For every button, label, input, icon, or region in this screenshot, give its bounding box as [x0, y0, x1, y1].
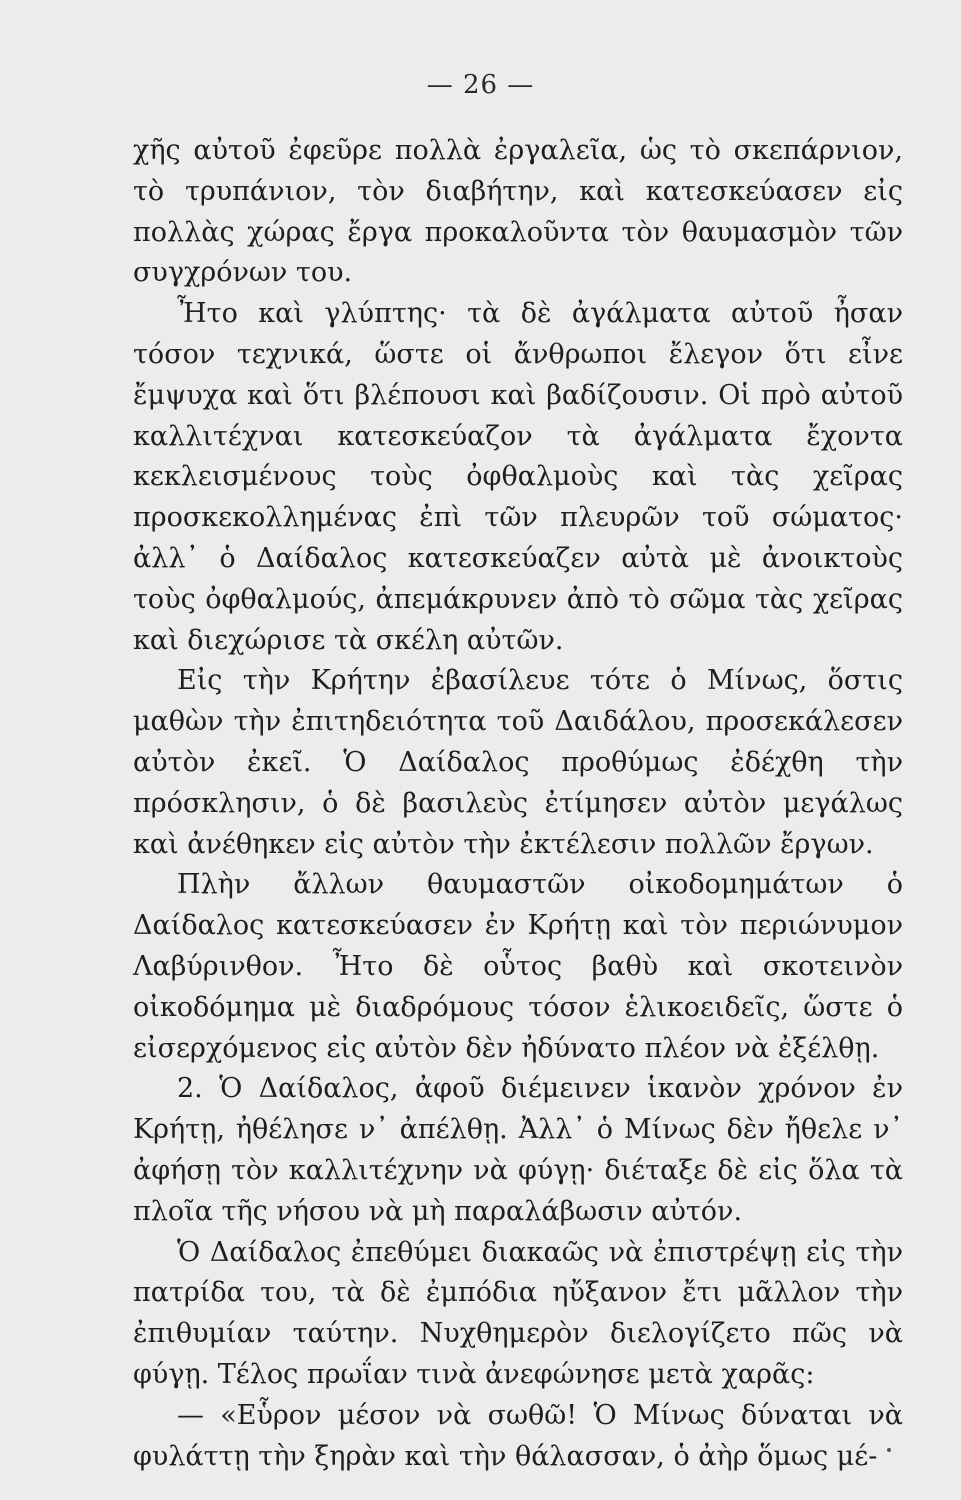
- body-text: [133, 131, 903, 1477]
- paragraph-minos-invitation: Εἰς τὴν Κρήτην ἐβασίλευε τότε ὁ Μίνως, ὅστις μαθὼν τὴν ἐπιτηδειότητα τοῦ Δαιδάλου, προσεκάλεσεν αὐτὸν ἐκεῖ. Ὁ Δαίδαλος προθύμως ἐδέχθη τὴν πρόσκλησιν, ὁ δὲ βασιλεὺς ἐτίμησεν αὐτὸν μεγάλως καὶ ἀνέθηκεν εἰς αὐτὸν τὴν ἐκτέλεσιν πολλῶν ἔργων.: [133, 665, 903, 860]
- paragraph-section-2: 2. Ὁ Δαίδαλος, ἀφοῦ διέμεινεν ἱκανὸν χρόνον ἐν Κρήτῃ, ἠθέλησε ν᾽ ἀπέλθῃ. Ἀλλ᾽ ὁ Μίνως δὲν ἤθελε ν᾽ ἀφήσῃ τὸν καλλιτέχνην νὰ φύγῃ· διέταξε δὲ εἰς ὅλα τὰ πλοῖα τῆς νήσου νὰ μὴ παραλάβωσιν αὐτόν.: [133, 1073, 903, 1227]
- paragraph-continuation: χῆς αὐτοῦ ἐφεῦρε πολλὰ ἐργαλεῖα, ὡς τὸ σκεπάρνιον, τὸ τρυπάνιον, τὸν διαβήτην, καὶ κατεσκεύασεν εἰς πολλὰς χώρας ἔργα προκαλοῦντα τὸν θαυμασμὸν τῶν συγχρόνων του.: [133, 135, 903, 289]
- paragraph-sculptor: Ἦτο καὶ γλύπτης· τὰ δὲ ἀγάλματα αὐτοῦ ἦσαν τόσον τεχνικά, ὥστε οἱ ἄνθρωποι ἔλεγον ὅτι εἶνε ἔμψυχα καὶ ὅτι βλέπουσι καὶ βαδίζουσιν. Οἱ πρὸ αὐτοῦ καλλιτέχναι κατεσκεύαζον τὰ ἀγάλματα ἔχοντα κεκλεισμένους τοὺς ὀφθαλμοὺς καὶ τὰς χεῖρας προσκεκολλημένας ἐπὶ τῶν πλευρῶν τοῦ σώματος· ἀλλ᾽ ὁ Δαίδαλος κατεσκεύαζεν αὐτὰ μὲ ἀνοικτοὺς τοὺς ὀφθαλμούς, ἀπεμάκρυνεν ἀπὸ τὸ σῶμα τὰς χεῖρας καὶ διεχώρισε τὰ σκέλη αὐτῶν.: [133, 298, 903, 656]
- ink-speck: [887, 1448, 891, 1452]
- paragraph-desire-to-return: Ὁ Δαίδαλος ἐπεθύμει διακαῶς νὰ ἐπιστρέψῃ εἰς τὴν πατρίδα του, τὰ δὲ ἐμπόδια ηὔξανον ἔτι μᾶλλον τὴν ἐπιθυμίαν ταύτην. Νυχθημερὸν διελογίζετο πῶς νὰ φύγῃ. Τέλος πρωΐαν τινὰ ἀνεφώνησε μετὰ χαρᾶς:: [133, 1236, 903, 1390]
- paragraph-labyrinth: Πλὴν ἄλλων θαυμαστῶν οἰκοδομημάτων ὁ Δαίδαλος κατεσκεύασεν ἐν Κρήτῃ καὶ τὸν περιώνυμον Λαβύρινθον. Ἦτο δὲ οὗτος βαθὺ καὶ σκοτεινὸν οἰκοδόμημα μὲ διαδρόμους τόσον ἑλικοειδεῖς, ὥστε ὁ εἰσερχόμενος εἰς αὐτὸν δὲν ἠδύνατο πλέον νὰ ἐξέλθῃ.: [133, 869, 903, 1064]
- page-number: — 26 —: [426, 70, 535, 100]
- paragraph-dialogue: — «Εὗρον μέσον νὰ σωθῶ! Ὁ Μίνως δύναται νὰ φυλάττῃ τὴν ξηρὰν καὶ τὴν θάλασσαν, ὁ ἀὴρ ὅμως μέ-: [133, 1399, 903, 1472]
